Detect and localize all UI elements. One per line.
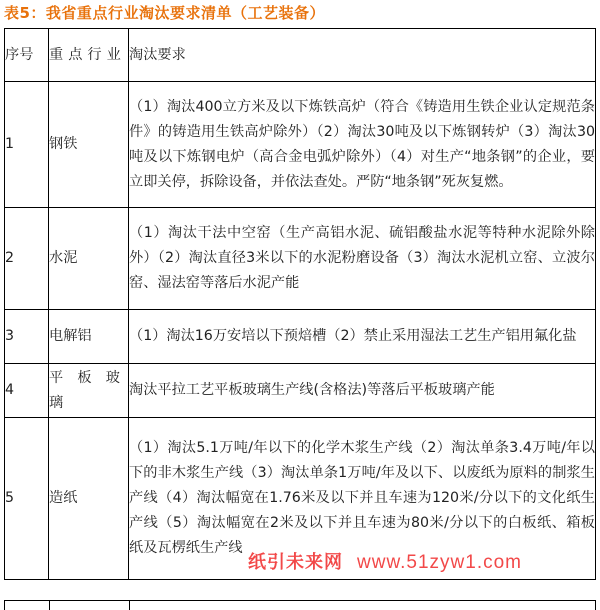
row-no: 1 — [5, 82, 49, 208]
elimination-requirements-table — [4, 28, 596, 580]
truncated-row-edge — [4, 600, 596, 610]
header-no: 序号 — [5, 29, 49, 82]
row-no: 2 — [5, 208, 49, 310]
row-industry: 造纸 — [49, 418, 129, 580]
header-requirement: 淘汰要求 — [129, 29, 596, 82]
row-industry: 平板玻璃 — [49, 364, 129, 418]
row-industry: 钢铁 — [49, 82, 129, 208]
table-caption: 表5：我省重点行业淘汰要求清单（工艺装备） — [4, 4, 325, 22]
header-industry: 重点行业 — [49, 29, 129, 82]
watermark-url: www.51zyw1.com — [357, 552, 522, 573]
row-industry: 水泥 — [49, 208, 129, 310]
watermark-text: 纸引未来网 — [248, 552, 343, 573]
row-no: 4 — [5, 364, 49, 418]
row-no: 5 — [5, 418, 49, 580]
table-row — [5, 82, 596, 208]
row-requirement: （1）淘汰干法中空窑（生产高铝水泥、硫铝酸盐水泥等特种水泥除外除外）（2）淘汰直径3米以下的水泥粉磨设备（3）淘汰水泥机立窑、立波尔窑、湿法窑等落后水泥产能 — [129, 208, 596, 310]
row-requirement: （1）淘汰5.1万吨/年以下的化学木浆生产线（2）淘汰单条3.4万吨/年以下的非木浆生产线（3）淘汰单条1万吨/年及以下、以废纸为原料的制浆生产线（4）淘汰幅宽在1.76米及以下并且车速为120米/分以下的文化纸生产线（5）淘汰幅宽在2米及以下并且车速为80米/分以下的白板纸、箱板纸及瓦楞纸生产线 — [129, 418, 596, 580]
table-header-row — [5, 29, 596, 82]
table-row — [5, 364, 596, 418]
row-no: 3 — [5, 310, 49, 364]
watermark — [248, 548, 522, 574]
row-requirement: （1）淘汰16万安培以下预焙槽（2）禁止采用湿法工艺生产铝用氟化盐 — [129, 310, 596, 364]
table-row — [5, 208, 596, 310]
row-industry: 电解铝 — [49, 310, 129, 364]
table-row — [5, 310, 596, 364]
row-requirement: （1）淘汰400立方米及以下炼铁高炉（符合《铸造用生铁企业认定规范条件》的铸造用生铁高炉除外）（2）淘汰30吨及以下炼钢转炉（3）淘汰30吨及以下炼钢电炉（高合金电弧炉除外）（4）对生产“地条钢”的企业，要立即关停，拆除设备，并依法查处。严防“地条钢”死灰复燃。 — [129, 82, 596, 208]
row-requirement: 淘汰平拉工艺平板玻璃生产线(含格法)等落后平板玻璃产能 — [129, 364, 596, 418]
